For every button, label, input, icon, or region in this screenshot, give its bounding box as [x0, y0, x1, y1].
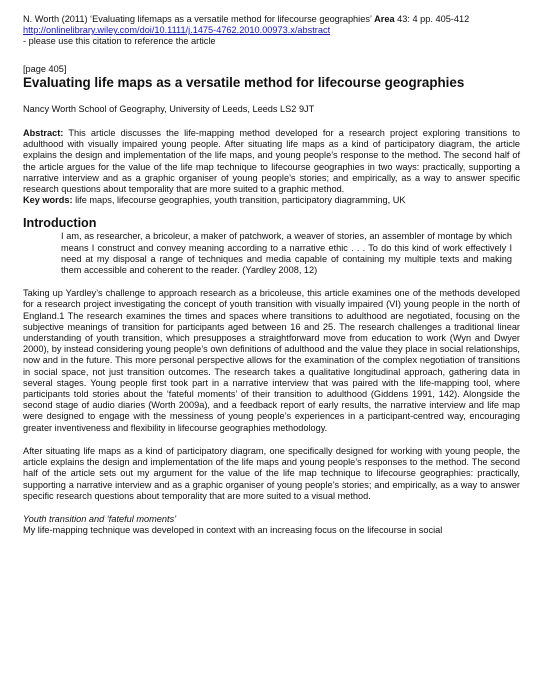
- introduction-paragraph-1: Taking up Yardley’s challenge to approach research as a bricoleuse, this article examines one of the methods developed for a research project investigating the concept of youth transition with visually impaired (VI) young people in the north of England.1 The research examines the times and spaces where transitions to adulthood are negotiated, focusing on the subjective meanings of transition for participants aged between 16 and 25. The research challenges a traditional linear understanding of youth transition, which presupposes a straightforward move from education to work (Wyn and Dwyer 2000), by instead considering young people’s own definitions of adulthood and the value they place in social relationships, now and in the future. This more personal perspective allows for the examination of the complex negotiation of transitions in social space, not just transition outcomes. The research takes a qualitative longitudinal approach, gathering data in several stages. Young people first took part in a narrative interview that was paired with the life-mapping tool, where participants told stories about the ‘fateful moments’ of their transition to adulthood (Giddens 1991, 142). Alongside the second stage of audio diaries (Worth 2009a), and a feedback report of early results, the narrative interview and life map were designed to engage with the messiness of young people’s experiences in a participant-centred way, encouraging greater inventiveness and flexibility in lifecourse geographies methodology.: [23, 288, 520, 433]
- citation-block: [23, 14, 520, 48]
- citation-journal: Area: [374, 14, 395, 24]
- keywords-label: Key words:: [23, 195, 73, 206]
- keywords-text: life maps, lifecourse geographies, youth transition, participatory diagramming, UK: [72, 195, 406, 206]
- citation-url-link[interactable]: http://onlinelibrary.wiley.com/doi/10.1111/j.1475-4762.2010.00973.x/abstract: [23, 25, 331, 36]
- abstract-label: Abstract:: [23, 128, 64, 139]
- block-quote: I am, as researcher, a bricoleur, a maker of patchwork, a weaver of stories, an assembler of montage by which means I construct and convey meaning according to a narrative ethic . . . To do this kind of work effectively I need at my disposal a range of techniques and media capable of containing my multiple texts and making them accessible and coherent to the reader. (Yardley 2008, 12): [61, 231, 512, 276]
- subsection-heading: Youth transition and ‘fateful moments’: [23, 513, 177, 524]
- citation-reference: [23, 14, 520, 25]
- citation-note: - please use this citation to reference the article: [23, 36, 216, 47]
- keywords: [23, 195, 520, 206]
- abstract-text: This article discusses the life-mapping method developed for a research project exploring transitions to adulthood with visually impaired young people. After situating life maps as a kind of participatory diagram, the article explains the design and implementation of the life maps, and young people’s response to the method. The second half of the article argues for the value of the life map technique to lifecourse geographies in two ways: practically, supporting a narrative interview and as a graphic organiser of young people’s stories; and empirically, as a way to answer specific research questions about temporality that are more suited to a graphic method.: [23, 128, 520, 195]
- subsection-paragraph: My life-mapping technique was developed in context with an increasing focus on the lifecourse in social: [23, 525, 443, 536]
- citation-url-line: [23, 25, 520, 36]
- article-title: Evaluating life maps as a versatile method for lifecourse geographies: [23, 74, 465, 90]
- introduction-heading: Introduction: [23, 216, 97, 231]
- abstract: [23, 128, 520, 195]
- introduction-paragraph-2: After situating life maps as a kind of participatory diagram, one specifically designed for working with young people, the article explains the design and implementation of the life maps and young people’s responses to the method. The second half of the article sets out my argument for the value of the life map technique to lifecourse geographies: practically, supporting a narrative interview and as a graphic organiser of young people’s stories; and empirically, as a way to answer specific research questions about temporality that are more suited to a visual method.: [23, 445, 520, 501]
- author-line: Nancy Worth School of Geography, University of Leeds, Leeds LS2 9JT: [23, 103, 315, 114]
- citation-text-after-journal: 43: 4 pp. 405-412: [394, 14, 470, 24]
- page-marker: [page 405]: [23, 63, 67, 74]
- citation-text-before-journal: N. Worth (2011) ‘Evaluating lifemaps as a versatile method for lifecourse geographies’: [23, 14, 375, 24]
